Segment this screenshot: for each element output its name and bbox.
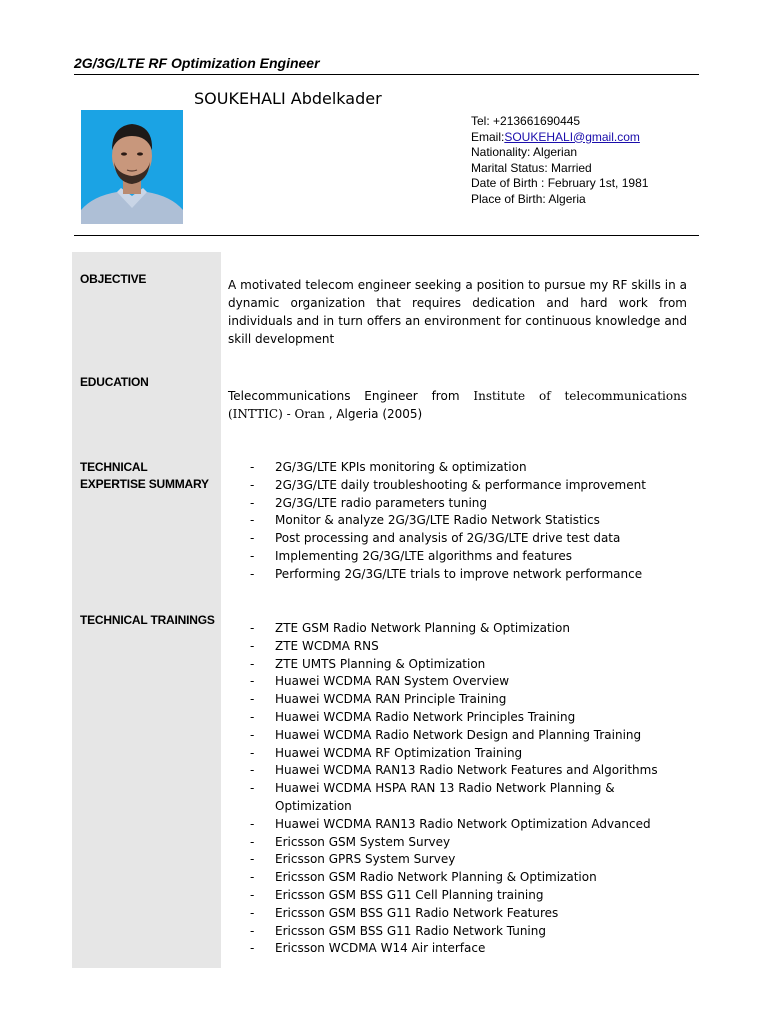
expertise-heading — [80, 459, 209, 493]
bullet-dash: - — [250, 905, 255, 920]
list-item-text: Huawei WCDMA RAN Principle Training — [275, 692, 507, 707]
list-item — [250, 495, 695, 513]
list-item-text: Monitor & analyze 2G/3G/LTE Radio Network Statistics — [275, 513, 600, 528]
document-title: 2G/3G/LTE RF Optimization Engineer — [74, 55, 320, 71]
list-item — [250, 940, 695, 958]
list-item — [250, 816, 695, 834]
list-item-text: ZTE GSM Radio Network Planning & Optimization — [275, 621, 570, 635]
bullet-dash: - — [250, 709, 255, 724]
list-item — [250, 477, 695, 495]
objective-heading: OBJECTIVE — [80, 272, 147, 286]
bullet-dash: - — [250, 941, 255, 956]
list-item — [250, 512, 695, 530]
bullet-dash: - — [250, 692, 255, 707]
phone-text: Tel: +213661690445 — [471, 114, 581, 128]
bullet-dash: - — [250, 887, 255, 902]
email-label: Email: — [471, 129, 505, 144]
header-divider — [74, 74, 699, 75]
list-item — [250, 780, 695, 816]
list-item — [250, 638, 695, 656]
nationality-text: Nationality: Algerian — [471, 145, 578, 159]
trainings-heading: TECHNICAL TRAININGS — [80, 613, 215, 627]
profile-photo — [81, 110, 183, 224]
bullet-dash: - — [250, 638, 255, 653]
list-item — [250, 530, 695, 548]
bullet-dash: - — [250, 834, 255, 849]
list-item — [250, 905, 695, 923]
bullet-dash: - — [250, 460, 255, 474]
list-item-text: Ericsson GSM BSS G11 Radio Network Tuning — [275, 923, 546, 938]
bullet-dash: - — [250, 727, 255, 742]
list-item — [250, 709, 695, 727]
list-item — [250, 566, 695, 584]
bullet-dash: - — [250, 531, 255, 546]
list-item — [250, 923, 695, 941]
list-item-text: Ericsson GSM BSS G11 Radio Network Features — [275, 905, 559, 920]
list-item-text: Huawei WCDMA RF Optimization Training — [275, 745, 523, 760]
list-item — [250, 691, 695, 709]
bullet-dash: - — [250, 870, 255, 885]
bullet-dash: - — [250, 513, 255, 528]
list-item — [250, 459, 695, 477]
place-of-birth-text: Place of Birth: Algeria — [471, 191, 586, 206]
list-item-text: ZTE WCDMA RNS — [275, 638, 379, 653]
list-item-text: Ericsson GSM BSS G11 Cell Planning training — [275, 887, 544, 902]
list-item-text: Huawei WCDMA RAN System Overview — [275, 674, 510, 689]
education-institute: Institute of telecommunications (INTTIC) - Oran — [228, 389, 687, 421]
list-item-text: Ericsson WCDMA W14 Air interface — [275, 941, 486, 956]
list-item-text: 2G/3G/LTE radio parameters tuning — [275, 495, 487, 510]
expertise-heading-line1: TECHNICAL — [80, 460, 148, 474]
list-item-text: Huawei WCDMA Radio Network Design and Planning Training — [275, 727, 642, 742]
objective-text: A motivated telecom engineer seeking a position to pursue my RF skills in a dynamic organization that requires dedication and hard work from individuals and in turn offers an environment for continuous knowledge and skill development — [228, 278, 687, 346]
list-item — [250, 548, 695, 566]
bullet-dash: - — [250, 566, 255, 581]
candidate-name: SOUKEHALI Abdelkader — [194, 89, 382, 108]
bullet-dash: - — [250, 763, 255, 778]
list-item-text: Post processing and analysis of 2G/3G/LTE drive test data — [275, 531, 621, 546]
bullet-dash: - — [250, 923, 255, 938]
list-item-text: Ericsson GSM Radio Network Planning & Optimization — [275, 870, 597, 885]
date-of-birth-text: Date of Birth : February 1st, 1981 — [471, 176, 649, 190]
list-item — [250, 887, 695, 905]
bullet-dash: - — [250, 781, 255, 796]
bullet-dash: - — [250, 745, 255, 760]
list-item-text: 2G/3G/LTE daily troubleshooting & performance improvement — [275, 477, 646, 492]
list-item — [250, 851, 695, 869]
list-item — [250, 834, 695, 852]
bullet-dash: - — [250, 477, 255, 492]
list-item — [250, 656, 695, 674]
list-item — [250, 727, 695, 745]
expertise-heading-line2: EXPERTISE SUMMARY — [80, 477, 209, 491]
bullet-dash: - — [250, 656, 255, 671]
bullet-dash: - — [250, 852, 255, 867]
contact-block — [471, 114, 648, 207]
list-item — [250, 869, 695, 887]
list-item-text: Performing 2G/3G/LTE trials to improve network performance — [275, 566, 643, 581]
list-item — [250, 620, 695, 638]
list-item — [250, 762, 695, 780]
bullet-dash: - — [250, 816, 255, 831]
trainings-list — [250, 620, 695, 958]
list-item-text: ZTE UMTS Planning & Optimization — [275, 656, 486, 671]
section-label-column — [72, 252, 221, 968]
list-item — [250, 673, 695, 691]
list-item-text: Ericsson GSM System Survey — [275, 834, 451, 849]
education-heading: EDUCATION — [80, 375, 149, 389]
email-line — [471, 130, 648, 146]
list-item-text: Huawei WCDMA RAN13 Radio Network Optimization Advanced — [275, 816, 651, 831]
list-item-text: Huawei WCDMA RAN13 Radio Network Features and Algorithms — [275, 763, 658, 778]
bullet-dash: - — [250, 674, 255, 689]
expertise-list — [250, 459, 695, 584]
education-degree: Telecommunications Engineer from — [228, 389, 474, 403]
list-item-text: Huawei WCDMA Radio Network Principles Training — [275, 709, 576, 724]
marital-status-text: Marital Status: Married — [471, 160, 592, 175]
email-link[interactable]: SOUKEHALI@gmail.com — [504, 129, 640, 144]
profile-divider — [74, 235, 699, 236]
list-item-text: Implementing 2G/3G/LTE algorithms and features — [275, 548, 572, 563]
education-location-year: , Algeria (2005) — [324, 407, 423, 421]
bullet-dash: - — [250, 621, 255, 635]
list-item-text: 2G/3G/LTE KPIs monitoring & optimization — [275, 460, 527, 474]
bullet-dash: - — [250, 548, 255, 563]
list-item-text: Ericsson GPRS System Survey — [275, 852, 456, 867]
bullet-dash: - — [250, 495, 255, 510]
education-text — [228, 387, 687, 423]
list-item-text: Huawei WCDMA HSPA RAN 13 Radio Network Planning & Optimization — [275, 781, 615, 813]
list-item — [250, 745, 695, 763]
